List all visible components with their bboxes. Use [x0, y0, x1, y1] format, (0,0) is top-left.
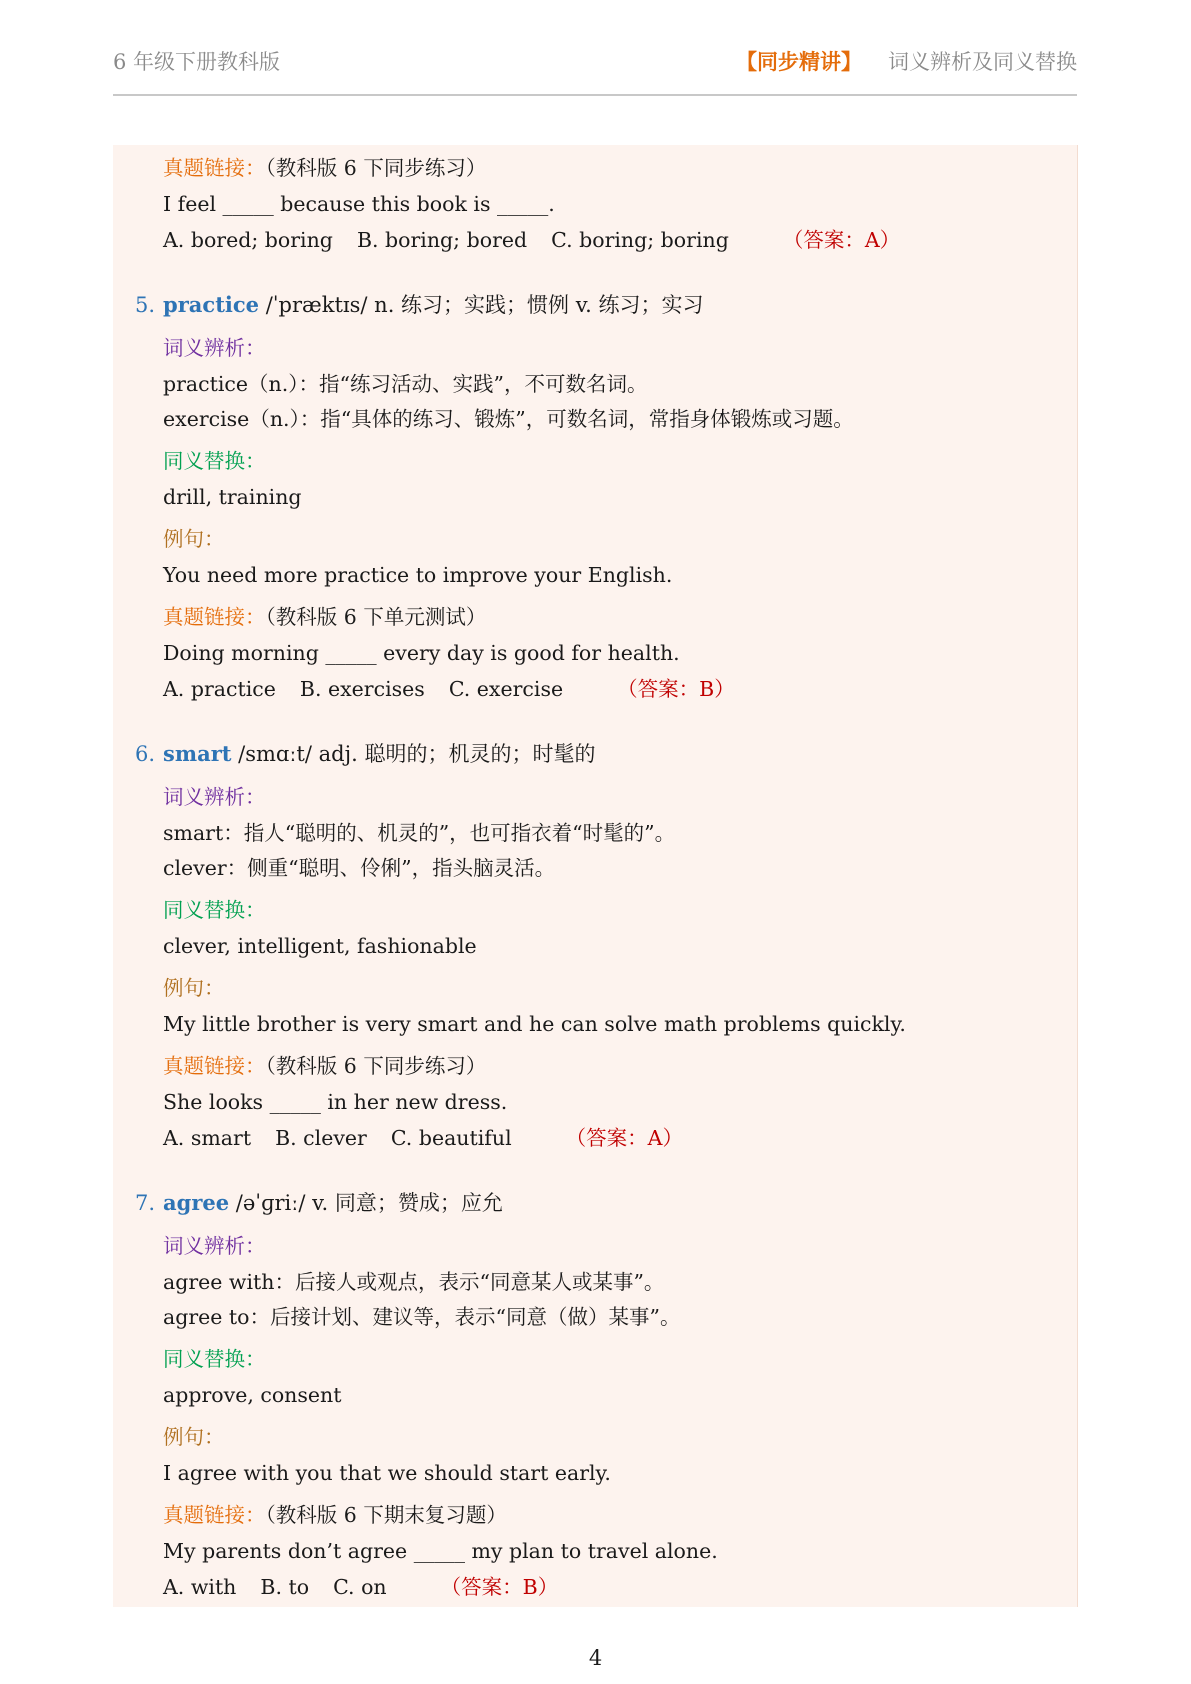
analysis-line: agree with：后接人或观点，表示“同意某人或某事”。: [163, 1270, 665, 1294]
option-b: B. to: [260, 1575, 310, 1599]
synonym-label: 同义替换：: [163, 1347, 266, 1371]
intro-options: [163, 230, 900, 251]
entry-number: 5.: [135, 293, 156, 317]
entry-number: 6.: [135, 742, 156, 766]
link-label: 真题链接：: [163, 605, 266, 629]
link-source: （教科版 6 下同步练习）: [265, 1054, 487, 1078]
analysis-line: clever：侧重“聪明、伶俐”，指头脑灵活。: [163, 856, 556, 880]
page-header: [113, 46, 1077, 96]
entry-definition: /smɑːt/ adj. 聪明的；机灵的；时髦的: [231, 742, 596, 766]
analysis-line: agree to：后接计划、建议等，表示“同意（做）某事”。: [163, 1305, 681, 1329]
example-sentence: You need more practice to improve your English.: [163, 563, 673, 587]
entry-definition: /əˈɡriː/ v. 同意；赞成；应允: [229, 1191, 503, 1215]
synonym-label: 同义替换：: [163, 898, 266, 922]
intro-question: I feel _____ because this book is _____.: [163, 192, 555, 216]
question: My parents don’t agree _____ my plan to travel alone.: [163, 1539, 718, 1563]
example-label: 例句：: [163, 527, 225, 551]
answer: （答案：A）: [782, 228, 901, 252]
analysis-label: 词义辨析：: [163, 785, 266, 809]
analysis-line: smart：指人“聪明的、机灵的”，也可指衣着“时髦的”。: [163, 821, 676, 845]
options: [163, 679, 735, 700]
page-number: 4: [588, 1646, 603, 1670]
section-title: 词义辨析及同义替换: [888, 50, 1077, 74]
option-a: A. practice: [163, 677, 276, 701]
link-label: 真题链接：: [163, 1054, 266, 1078]
link-label: 真题链接：: [163, 1503, 266, 1527]
example-sentence: I agree with you that we should start early.: [163, 1461, 611, 1485]
header-right: [736, 46, 1077, 76]
answer: （答案：B）: [617, 677, 735, 701]
option-c: C. boring; boring: [551, 228, 729, 252]
link-source: （教科版 6 下期末复习题）: [265, 1503, 507, 1527]
analysis-line: practice（n.）：指“练习活动、实践”，不可数名词。: [163, 372, 648, 396]
link-label: 真题链接：: [163, 156, 266, 180]
option-b: B. clever: [275, 1126, 367, 1150]
option-c: C. exercise: [448, 677, 564, 701]
analysis-label: 词义辨析：: [163, 336, 266, 360]
option-b: B. exercises: [299, 677, 425, 701]
synonym-list: approve, consent: [163, 1383, 342, 1407]
entry-word: smart: [163, 741, 232, 766]
answer: （答案：B）: [440, 1575, 559, 1599]
question: Doing morning _____ every day is good for health.: [163, 641, 680, 665]
analysis-line: exercise（n.）：指“具体的练习、锻炼”，可数名词，常指身体锻炼或习题。: [163, 407, 854, 431]
entry-word: practice: [163, 292, 260, 317]
option-a: A. with: [163, 1575, 237, 1599]
answer: （答案：A）: [565, 1126, 683, 1150]
entry-definition: /ˈpræktɪs/ n. 练习；实践；惯例 v. 练习；实习: [259, 293, 704, 317]
synonym-list: clever, intelligent, fashionable: [163, 934, 477, 958]
link-line: [163, 1056, 486, 1077]
example-label: 例句：: [163, 976, 225, 1000]
option-c: C. on: [333, 1575, 387, 1599]
example-label: 例句：: [163, 1425, 225, 1449]
link-line: [163, 607, 486, 628]
link-source: （教科版 6 下同步练习）: [265, 156, 487, 180]
intro-link-line: [163, 158, 486, 179]
entry-number: 7.: [135, 1191, 156, 1215]
option-b: B. boring; bored: [356, 228, 528, 252]
example-sentence: My little brother is very smart and he can solve math problems quickly.: [163, 1012, 906, 1036]
option-a: A. smart: [163, 1126, 252, 1150]
series-brand: 【同步精讲】: [736, 49, 862, 74]
synonym-list: drill, training: [163, 485, 302, 509]
link-line: [163, 1505, 507, 1526]
book-title: 6 年级下册教科版: [113, 50, 281, 74]
question: She looks _____ in her new dress.: [163, 1090, 508, 1114]
option-c: C. beautiful: [390, 1126, 512, 1150]
analysis-label: 词义辨析：: [163, 1234, 266, 1258]
options: [163, 1577, 558, 1598]
entry-heading: [135, 743, 595, 765]
link-source: （教科版 6 下单元测试）: [265, 605, 487, 629]
option-a: A. bored; boring: [163, 228, 333, 252]
synonym-label: 同义替换：: [163, 449, 266, 473]
entry-word: agree: [163, 1190, 230, 1215]
entry-heading: [135, 1192, 503, 1214]
entry-heading: [135, 294, 703, 316]
options: [163, 1128, 683, 1149]
